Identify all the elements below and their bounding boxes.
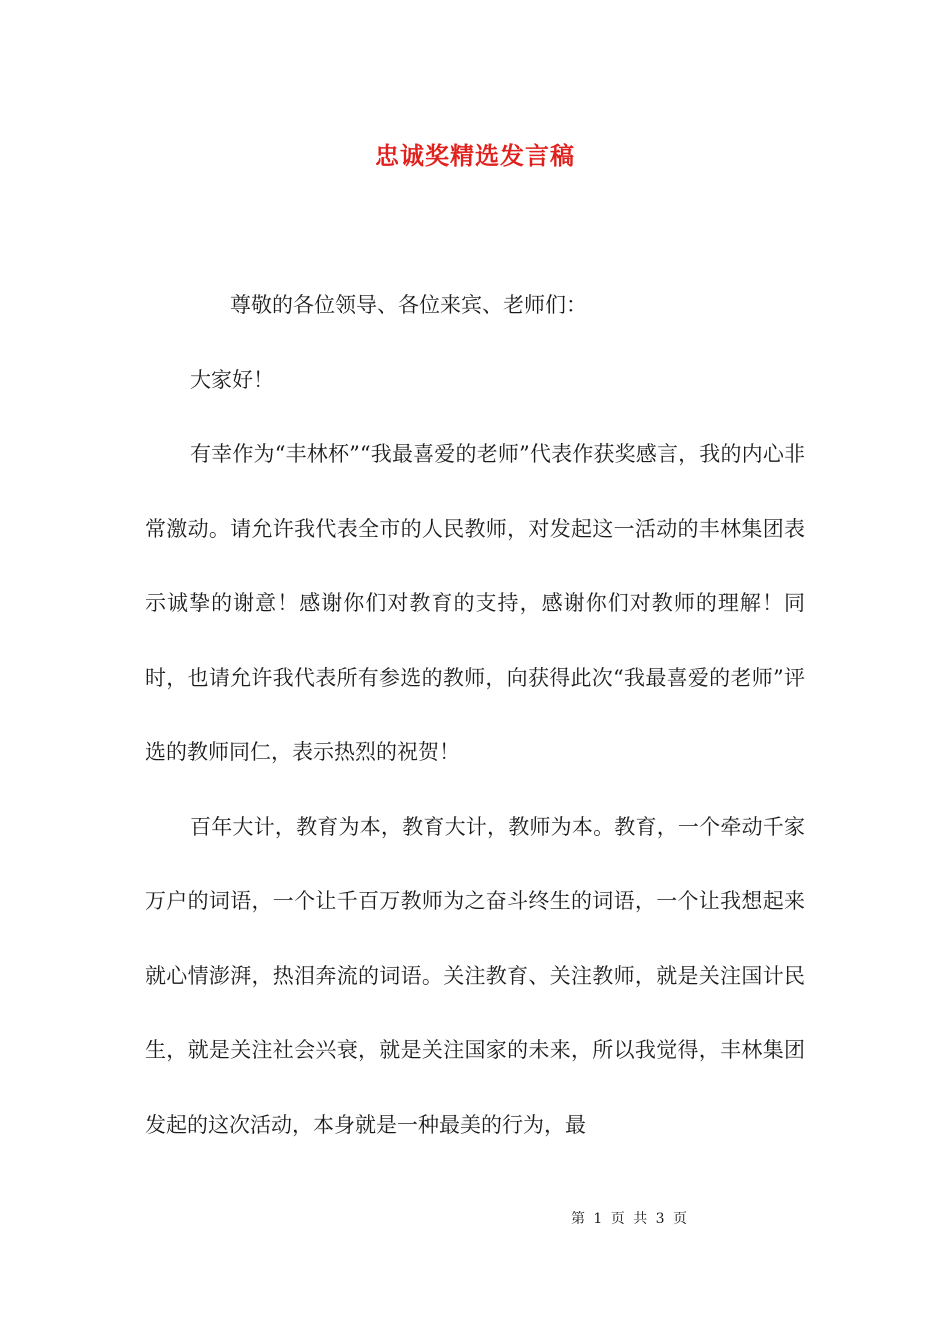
salutation: 尊敬的各位领导、各位来宾、老师们： [230, 293, 587, 317]
document-title: 忠诚奖精选发言稿 [375, 141, 575, 170]
page-footer: 第 1 页 共 3 页 [570, 1211, 690, 1227]
paragraph-thanks: 有幸作为“丰林杯”“我最喜爱的老师”代表作获奖感言，我的内心非常激动。请允许我代表全市的人民教师，对发起这一活动的丰林集团表示诚挚的谢意！感谢你们对教育的支持，感谢你们对教师的理解！同时，也请允许我代表所有参选的教师，向获得此次“我最喜爱的老师”评选的教师同仁，表示热烈的祝贺！ [145, 442, 805, 764]
paragraph-education: 百年大计，教育为本，教育大计，教师为本。教育，一个牵动千家万户的词语，一个让千百万教师为之奋斗终生的词语，一个让我想起来就心情澎湃，热泪奔流的词语。关注教育、关注教师，就是关注国计民生，就是关注社会兴衰，就是关注国家的未来，所以我觉得，丰林集团发起的这次活动，本身就是一种最美的行为，最 [145, 814, 805, 1137]
paragraph-greeting: 大家好！ [190, 367, 274, 392]
document-body [145, 268, 805, 1162]
